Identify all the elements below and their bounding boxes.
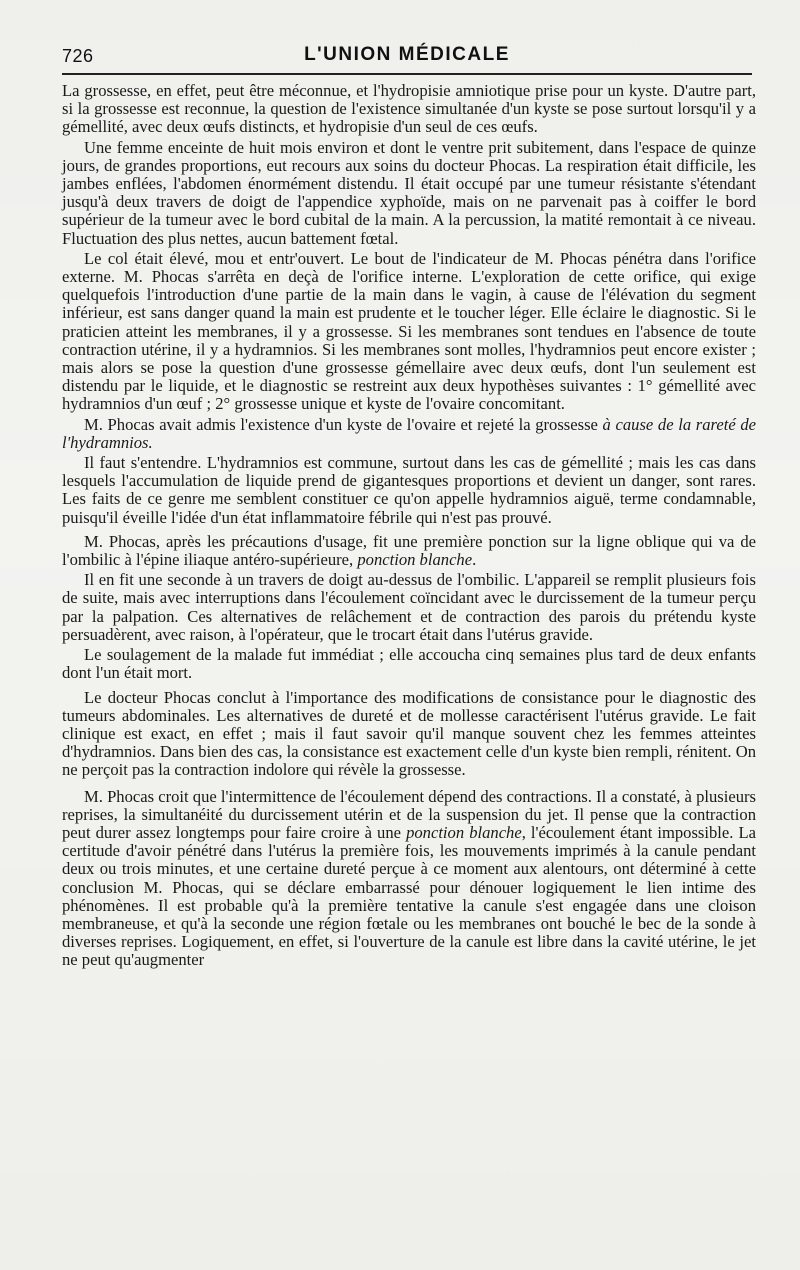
text-run: Une femme enceinte de huit mois environ et dont le ventre prit subitement, dans l'espace de quinze jours, de grandes proportions, eut recours aux soins du docteur Phocas. La respiration était difficile, les jambes enflées, l'abdomen énormément distendu. Il était occupé par une tumeur résistante s'étendant jusqu'à deux travers de doigt de l'appendice xyphoïde, mais on ne parvenait pas à coiffer le bord supérieur de la tumeur avec le bord cubital de la main. A la percussion, la matité remontait à ce niveau. Fluctuation des plus nettes, aucun battement fœtal. xyxy=(62,137,756,248)
paragraph xyxy=(62,82,756,137)
paragraph xyxy=(62,454,756,527)
paragraph xyxy=(62,533,756,569)
page-header xyxy=(62,42,752,72)
text-run: M. Phocas croit que l'intermittence de l'écoulement dépend des contractions. Il a constaté, à plusieurs reprises, la simultanéité du durcissement utérin et de la suspension du jet. Il pense que la contraction peut durer assez longtemps pour faire croire à une xyxy=(62,786,756,842)
paragraph xyxy=(62,416,756,452)
italic-text: à cause de la rareté de l'hydramnios. xyxy=(62,414,756,452)
paragraph xyxy=(62,646,756,682)
text-run: , l'écoulement étant impossible. La certitude d'avoir pénétré dans l'utérus la première fois, les mouvements imprimés à la canule pendant deux ou trois minutes, et une certaine dureté perçue à ce moment aux alentours, ont déterminé à cette conclusion M. Phocas, qui se déclare embarrassé pour dénouer logiquement le lien intime des phénomènes. Il est probable qu'à la première tentative la canule s'est engagée dans une cloison membraneuse, et qu'à la seconde une région fœtale ou les membranes ont bouché le bec de la sonde à diverses reprises. Logiquement, en effet, si l'ouverture de la canule est libre dans la cavité utérine, le jet ne peut qu'augmenter xyxy=(62,822,756,970)
text-run: La grossesse, en effet, peut être méconnue, et l'hydropisie amniotique prise pour un kyste. D'autre part, si la grossesse est reconnue, la question de l'existence simultanée d'un kyste se pose surtout lorsqu'il y a gémellité, avec deux œufs distincts, et hydropisie d'un seul de ces œufs. xyxy=(62,81,756,137)
text-run: M. Phocas avait admis l'existence d'un kyste de l'ovaire et rejeté la grossesse xyxy=(84,414,603,434)
text-run: M. Phocas, après les précautions d'usage, fit une première ponction sur la ligne oblique qui va de l'ombilic à l'épine iliaque antéro-supérieure, xyxy=(62,531,756,570)
paragraph xyxy=(62,689,756,780)
paragraph xyxy=(62,250,756,414)
italic-text: ponction blanche xyxy=(357,550,473,570)
paragraph xyxy=(62,139,756,248)
running-title: L'UNION MÉDICALE xyxy=(304,44,510,65)
header-rule xyxy=(62,73,752,75)
text-run: Le col était élevé, mou et entr'ouvert. Le bout de l'indicateur de M. Phocas pénétra dans l'orifice externe. M. Phocas s'arrêta en deçà de l'orifice interne. L'exploration de cette orifice, qui exige quelquefois l'introduction d'une partie de la main dans le vagin, à cause de l'élévation du segment inférieur, est sans danger quand la main est prudente et le toucher léger. Elle éclaire le diagnostic. Si le praticien atteint les membranes, il y a grossesse. Si les membranes sont tendues en l'absence de toute contraction utérine, il y a hydramnios. Si les membranes sont molles, l'hydramnios peut encore exister ; mais alors se pose la question d'une grossesse gémellaire avec deux œufs, dont l'un seulement est distendu par le liquide, et le diagnostic se restreint aux deux hypothèses suivantes : 1° gémellité avec hydramnios d'un œuf ; 2° grossesse unique et kyste de l'ovaire concomitant. xyxy=(62,248,756,414)
italic-text: ponction blanche xyxy=(406,822,522,842)
page-number: 726 xyxy=(62,46,94,66)
text-run: Il en fit une seconde à un travers de doigt au-dessus de l'ombilic. L'appareil se remplit plusieurs fois de suite, mais avec interruptions dans l'écoulement coïncidant avec le durcissement de la tumeur perçu par la palpation. Ces alternatives de relâchement et de contraction des parois du prétendu kyste persuadèrent, avec raison, à l'opérateur, que le trocart était dans l'utérus gravide. xyxy=(62,570,756,644)
text-run: Le docteur Phocas conclut à l'importance des modifications de consistance pour le diagnostic des tumeurs abdominales. Les alternatives de dureté et de mollesse caractérisent l'utérus gravide. Le fait clinique est exact, en effet ; mais il faut savoir qu'il manque souvent chez les femmes atteintes d'hydramnios. Dans bien des cas, la consistance est exactement celle d'un kyste bien rempli, rénitent. On ne perçoit pas la contraction indolore qui révèle la grossesse. xyxy=(62,687,756,780)
text-run: Il faut s'entendre. L'hydramnios est commune, surtout dans les cas de gémellité ; mais les cas dans lesquels l'accumulation de liquide prend de gigantesques proportions et devient un danger, sont rares. Les faits de ce genre me semblent constituer ce qu'on appelle hydramnios aiguë, terme condamnable, puisqu'il éveille l'idée d'un état inflammatoire fébrile qui n'est pas prouvé. xyxy=(62,453,756,527)
paragraph xyxy=(62,788,756,970)
text-run: Le soulagement de la malade fut immédiat ; elle accoucha cinq semaines plus tard de deux enfants dont l'un était mort. xyxy=(62,645,756,683)
article-body xyxy=(62,82,756,970)
paragraph xyxy=(62,571,756,644)
text-run: . xyxy=(472,550,477,570)
